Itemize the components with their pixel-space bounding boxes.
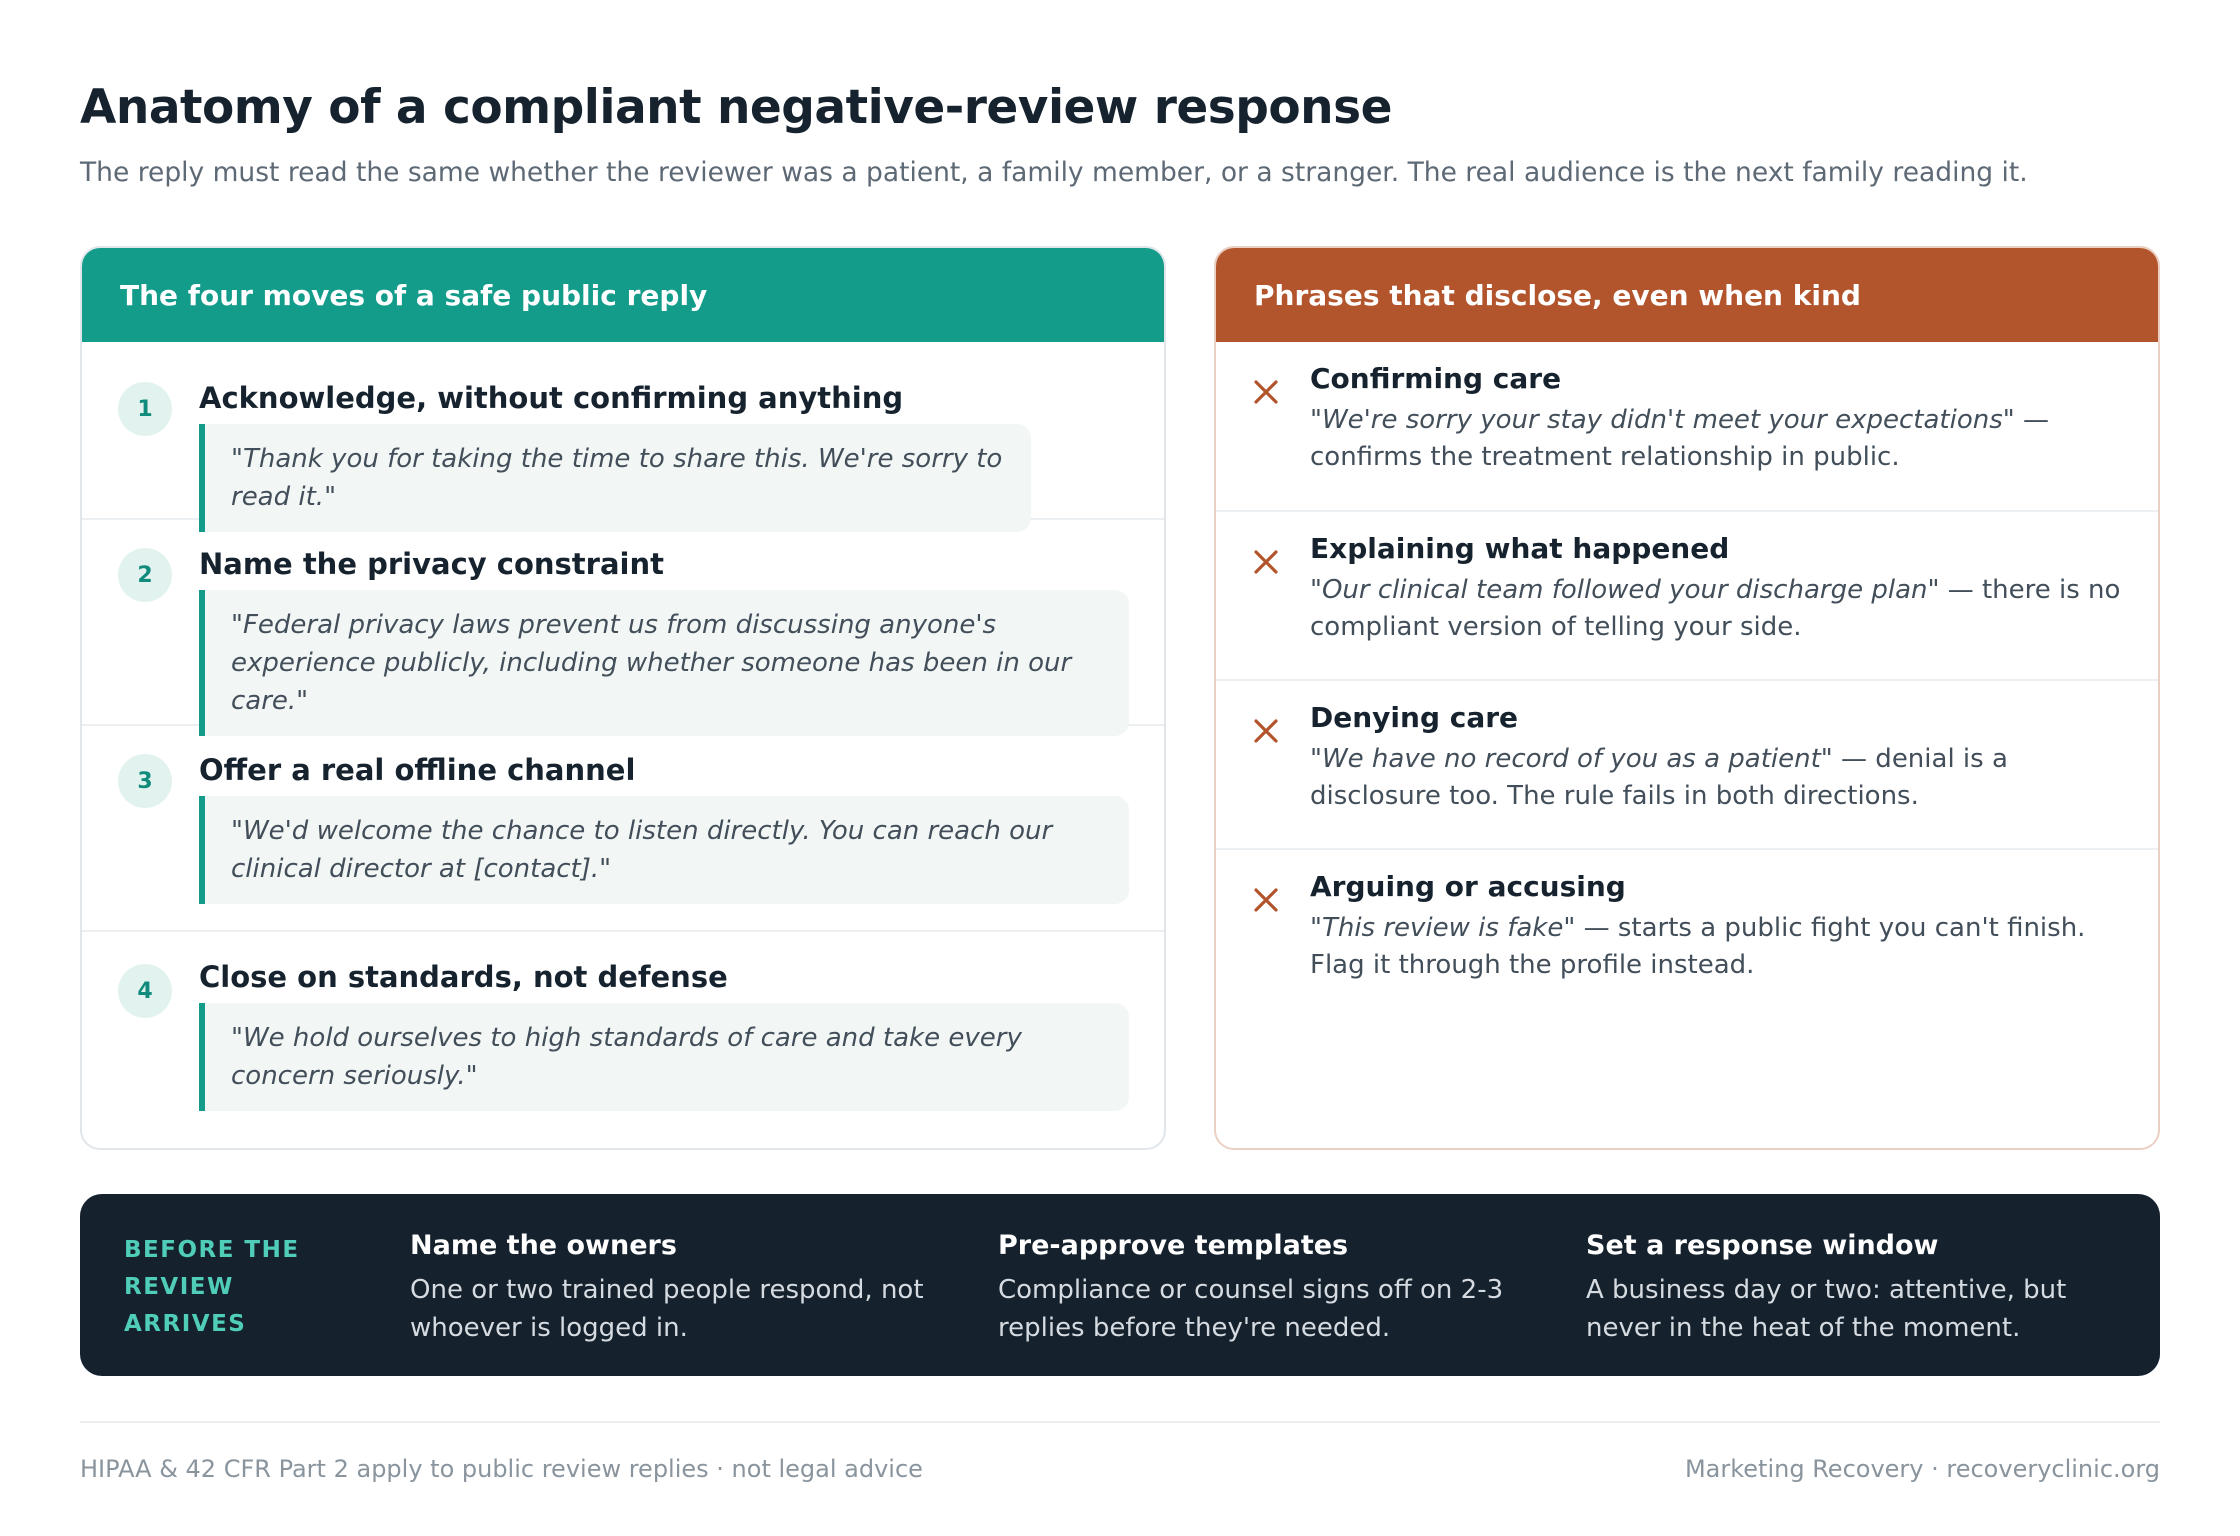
footer-divider [80,1421,2160,1423]
phrase-text [1310,572,2140,646]
phrase-item [1216,681,2158,850]
prep-item [998,1230,1548,1347]
phrase-title: Confirming care [1310,362,1562,395]
prep-item-title: Set a response window [1586,1230,1939,1261]
phrase-note: — there is no compliant version of telling your side. [1310,575,2121,642]
phrase-item [1216,342,2158,512]
step-title: Offer a real offline channel [199,753,636,787]
disclosing-phrases-header: Phrases that disclose, even when kind [1216,248,2158,342]
step-title: Name the privacy constraint [199,547,664,581]
prep-item-text: A business day or two: attentive, but never in the heat of the moment. [1586,1275,2067,1343]
phrase-item [1216,850,2158,1150]
step-quote: "Thank you for taking the time to share this. We're sorry to read it." [199,424,1031,532]
step-number: 2 [118,548,172,602]
phrase-note: — denial is a disclosure too. The rule fails in both directions. [1310,744,2008,811]
phrase-note: — starts a public fight you can't finish. Flag it through the profile instead. [1310,913,2086,980]
step-item [82,342,1164,520]
footer-disclaimer: HIPAA & 42 CFR Part 2 apply to public review replies · not legal advice [80,1455,923,1483]
phrase-text [1310,402,2140,476]
phrase-quote: "We have no record of you as a patient" [1310,744,1833,774]
step-quote: "Federal privacy laws prevent us from discussing anyone's experience publicly, including whether someone has been in our care." [199,590,1129,736]
x-icon [1252,886,1280,914]
phrase-title: Denying care [1310,701,1519,734]
footer-credit: Marketing Recovery · recoveryclinic.org [1684,1455,2160,1483]
phrase-item [1216,512,2158,681]
step-quote: "We hold ourselves to high standards of care and take every concern seriously." [199,1003,1129,1111]
phrase-text [1310,741,2140,815]
disclosing-phrases-card [1214,246,2160,1150]
x-icon [1252,378,1280,406]
prep-item-title: Pre-approve templates [998,1230,1349,1261]
prep-label: BEFORE THE REVIEW ARRIVES [124,1237,300,1337]
phrase-title: Arguing or accusing [1310,870,1626,903]
step-quote: "We'd welcome the chance to listen directly. You can reach our clinical director at [contact]." [199,796,1129,904]
x-icon [1252,548,1280,576]
phrase-quote: "We're sorry your stay didn't meet your expectations" [1310,405,2015,435]
phrase-text [1310,910,2140,984]
prep-band [80,1194,2160,1376]
four-moves-card [80,246,1166,1150]
x-icon [1252,717,1280,745]
step-number: 3 [118,754,172,808]
phrase-quote: "This review is fake" [1310,913,1576,943]
step-item [82,726,1164,932]
phrase-title: Explaining what happened [1310,532,1730,565]
prep-item-text: Compliance or counsel signs off on 2-3 replies before they're needed. [998,1275,1504,1343]
step-number: 1 [118,382,172,436]
prep-item [1586,1230,2136,1347]
phrase-quote: "Our clinical team followed your discharge plan" [1310,575,1940,605]
step-item [82,520,1164,726]
four-moves-header: The four moves of a safe public reply [82,248,1164,342]
page-subtitle: The reply must read the same whether the reviewer was a patient, a family member, or a stranger. The real audience is the next family reading it. [80,157,2028,188]
prep-item-text: One or two trained people respond, not whoever is logged in. [410,1275,924,1343]
step-title: Acknowledge, without confirming anything [199,381,904,415]
prep-item-title: Name the owners [410,1230,677,1261]
step-title: Close on standards, not defense [199,960,728,994]
phrase-note: — confirms the treatment relationship in public. [1310,405,2049,472]
prep-item [410,1230,960,1347]
page-title: Anatomy of a compliant negative-review response [80,80,1392,135]
step-number: 4 [118,964,172,1018]
step-item [82,932,1164,1150]
